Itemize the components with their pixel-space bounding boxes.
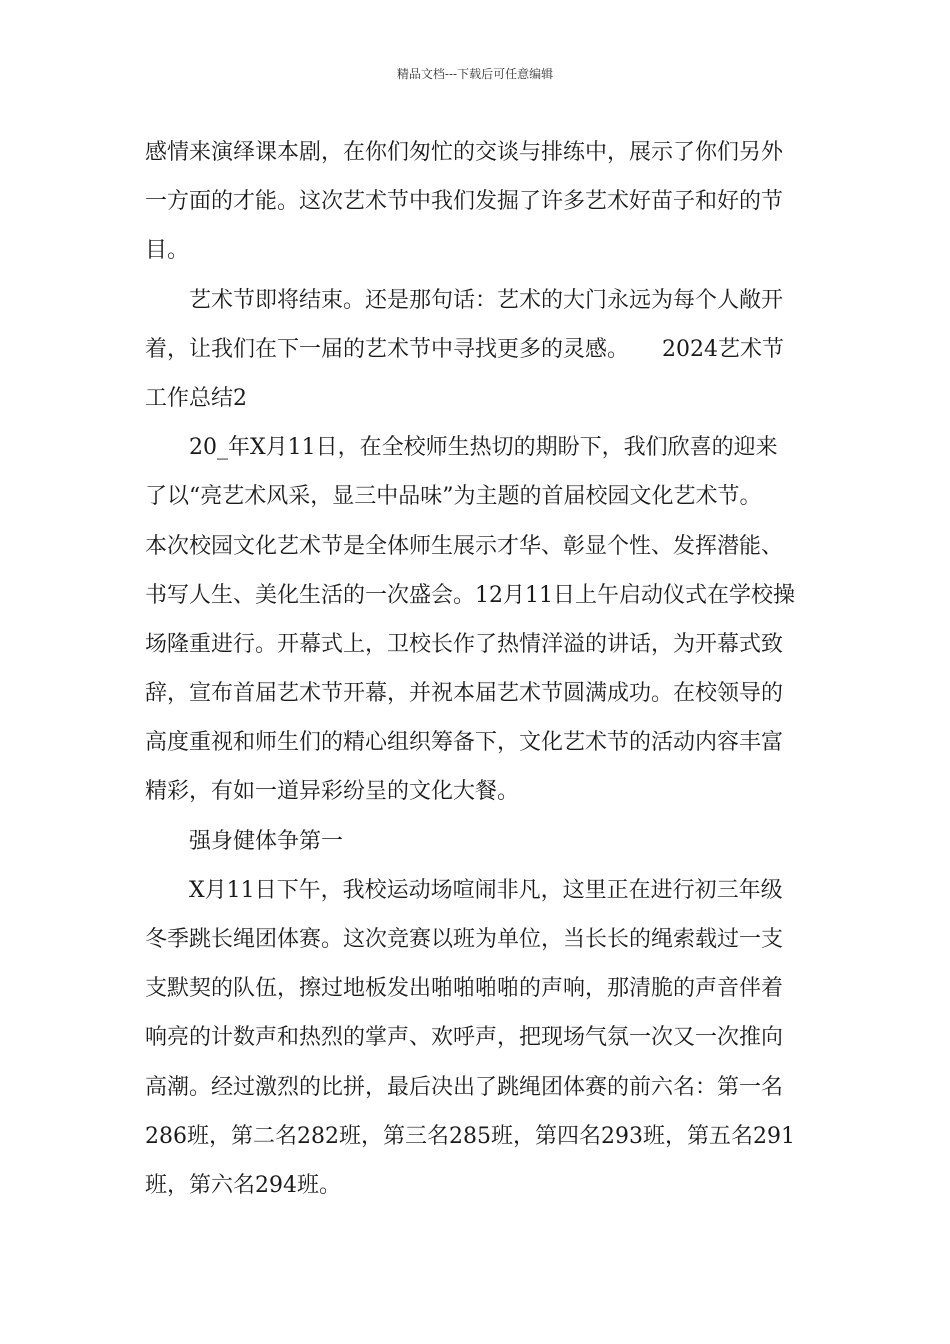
- subheading: 强身健体争第一: [189, 828, 344, 854]
- paragraph-start: 20_年X月11日，在全校师生热切的期盼下，我们欣喜的迎来: [189, 435, 778, 461]
- text-line: 辞，宣布首届艺术节开幕，并祝本届艺术节圆满成功。在校领导的: [145, 681, 784, 707]
- text-line: 了以“亮艺术风采，显三中品味”为主题的首届校园文化艺术节。: [145, 484, 762, 510]
- paragraph-start: 艺术节即将结束。还是那句话：艺术的大门永远为每个人敞开: [189, 287, 784, 313]
- text-line: 书写人生、美化生活的一次盛会。12月11日上午启动仪式在学校操: [145, 582, 795, 608]
- document-body: [145, 128, 807, 1210]
- text-line: 目。: [145, 238, 190, 264]
- section-title-line: 工作总结2: [145, 385, 247, 411]
- text-line: 高潮。经过激烈的比拼，最后决出了跳绳团体赛的前六名：第一名: [145, 1074, 784, 1100]
- paragraph-start: X月11日下午，我校运动场喧闹非凡，这里正在进行初三年级: [189, 877, 783, 903]
- text-line: 支默契的队伍，擦过地板发出啪啪啪啪的声响，那清脆的声音伴着: [145, 976, 784, 1002]
- text-line: 一方面的才能。这次艺术节中我们发掘了许多艺术好苗子和好的节: [145, 189, 784, 215]
- text-line: 286班，第二名282班，第三名285班，第四名293班，第五名291: [145, 1123, 795, 1149]
- page-header: 精品文档---下载后可任意编辑: [396, 67, 554, 81]
- text-line: 精彩，有如一道异彩纷呈的文化大餐。: [145, 779, 520, 805]
- text-line: 本次校园文化艺术节是全体师生展示才华、彰显个性、发挥潜能、: [145, 533, 784, 559]
- text-line: 感情来演绎课本剧，在你们匆忙的交谈与排练中，展示了你们另外: [145, 140, 784, 165]
- text-line: 响亮的计数声和热烈的掌声、欢呼声，把现场气氛一次又一次推向: [145, 1025, 784, 1051]
- text-line: 着，让我们在下一届的艺术节中寻找更多的灵感。 2024艺术节: [145, 336, 784, 362]
- text-line: 高度重视和师生们的精心组织筹备下，文化艺术节的活动内容丰富: [145, 730, 784, 756]
- text-line: 场隆重进行。开幕式上，卫校长作了热情洋溢的讲话，为开幕式致: [145, 631, 784, 657]
- text-line: 班，第六名294班。: [145, 1172, 341, 1198]
- text-line: 冬季跳长绳团体赛。这次竞赛以班为单位，当长长的绳索载过一支: [145, 927, 784, 952]
